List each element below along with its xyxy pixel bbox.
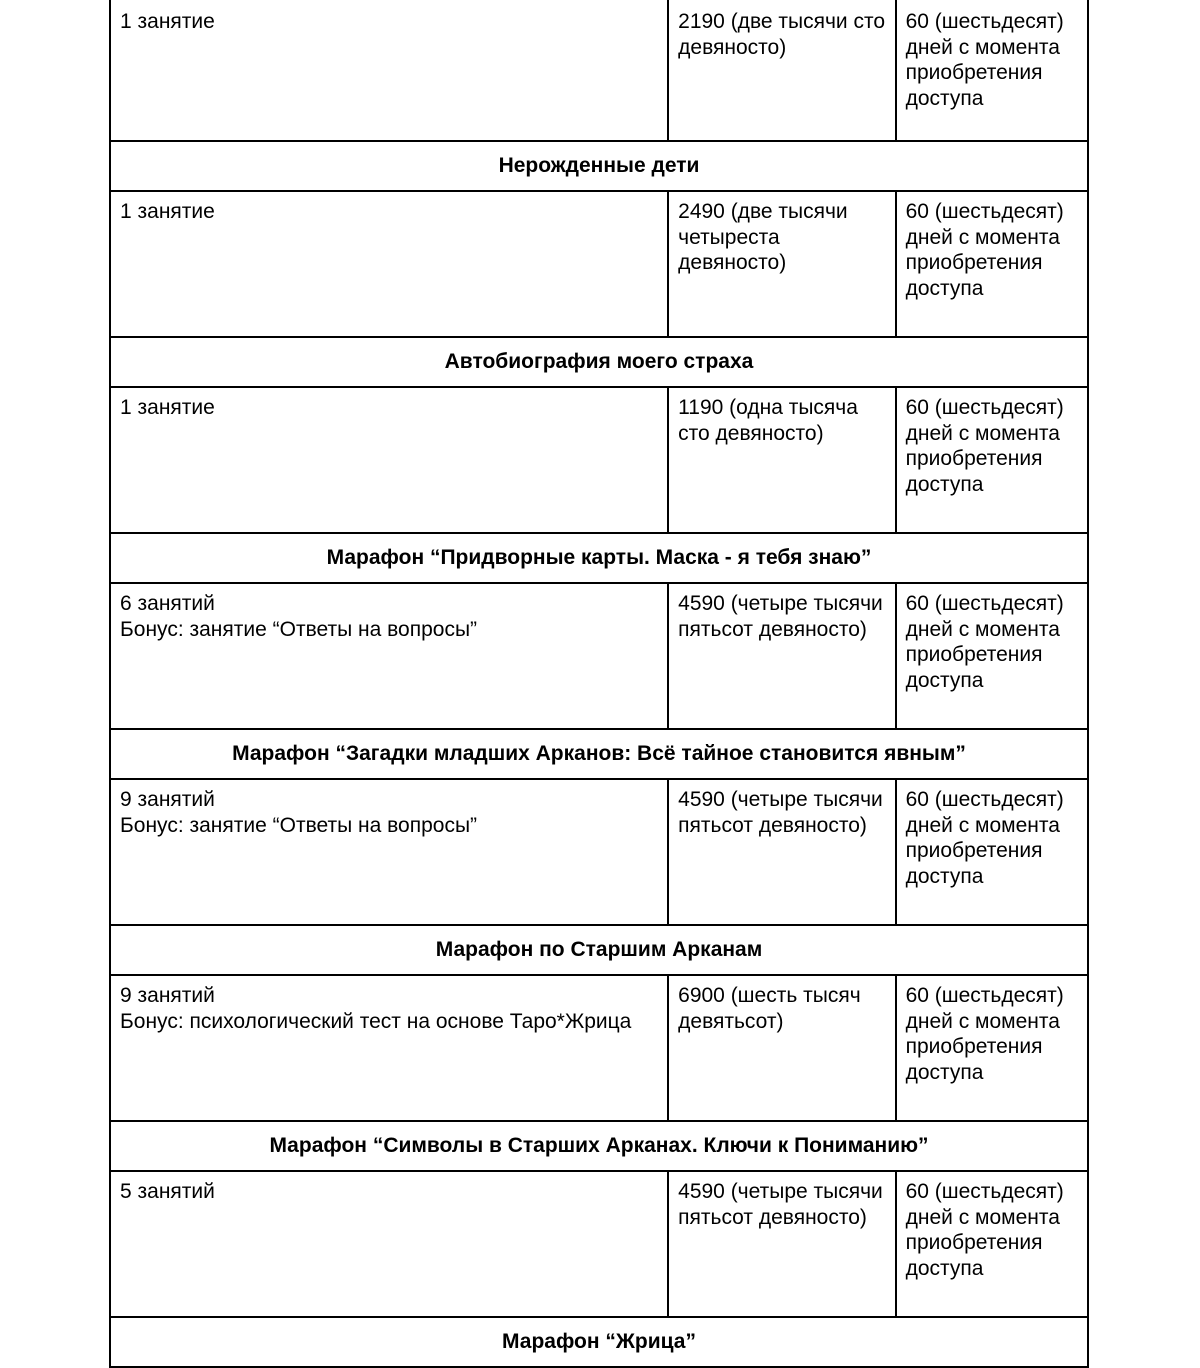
- access-term-cell: 60 (шестьдесят) дней с момента приобретения доступа: [896, 1171, 1088, 1317]
- course-info-row: [110, 191, 1088, 337]
- price-cell: 2490 (две тысячи четыреста девяносто): [668, 191, 895, 337]
- course-title: Нерожденные дети: [110, 141, 1088, 191]
- lessons-count: 1 занятие: [120, 10, 215, 33]
- bonus-text: Бонус: занятие “Ответы на вопросы”: [120, 813, 478, 837]
- course-info-row: [110, 387, 1088, 533]
- lessons-cell: [110, 1171, 668, 1317]
- access-term-cell: 60 (шестьдесят) дней с момента приобретения доступа: [896, 191, 1088, 337]
- price-cell: 6900 (шесть тысяч девятьсот): [668, 975, 895, 1121]
- lessons-count: 1 занятие: [120, 396, 215, 419]
- course-title-row: [110, 1121, 1088, 1171]
- lessons-cell: [110, 975, 668, 1121]
- lessons-cell: [110, 387, 668, 533]
- access-term-cell: 60 (шестьдесят) дней с момента приобретения доступа: [896, 975, 1088, 1121]
- course-title-row: [110, 729, 1088, 779]
- table-body: [110, 0, 1088, 1367]
- lessons-count: 6 занятий: [120, 592, 215, 615]
- lessons-cell: [110, 583, 668, 729]
- course-title: Марафон “Символы в Старших Арканах. Ключи к Пониманию”: [110, 1121, 1088, 1171]
- course-title: Марафон “Придворные карты. Маска - я тебя знаю”: [110, 533, 1088, 583]
- course-title-row: [110, 925, 1088, 975]
- access-term-cell: 60 (шестьдесят) дней с момента приобретения доступа: [896, 0, 1088, 141]
- course-title: Марафон по Старшим Арканам: [110, 925, 1088, 975]
- lessons-cell: [110, 779, 668, 925]
- price-cell: 4590 (четыре тысячи пятьсот девяносто): [668, 583, 895, 729]
- course-info-row: [110, 975, 1088, 1121]
- course-info-row: [110, 583, 1088, 729]
- price-cell: 4590 (четыре тысячи пятьсот девяносто): [668, 779, 895, 925]
- bonus-text: Бонус: психологический тест на основе Таро*Жрица: [120, 1009, 632, 1033]
- price-cell: 1190 (одна тысяча сто девяносто): [668, 387, 895, 533]
- access-term-cell: 60 (шестьдесят) дней с момента приобретения доступа: [896, 583, 1088, 729]
- course-title-row: [110, 1317, 1088, 1367]
- price-cell: 2190 (две тысячи сто девяносто): [668, 0, 895, 141]
- lessons-count: 1 занятие: [120, 200, 215, 223]
- course-title-row: [110, 533, 1088, 583]
- course-info-row: [110, 0, 1088, 141]
- price-table: [109, 0, 1089, 1368]
- access-term-cell: 60 (шестьдесят) дней с момента приобретения доступа: [896, 387, 1088, 533]
- course-title-row: [110, 141, 1088, 191]
- price-cell: 4590 (четыре тысячи пятьсот девяносто): [668, 1171, 895, 1317]
- bonus-text: Бонус: занятие “Ответы на вопросы”: [120, 617, 478, 641]
- lessons-count: 9 занятий: [120, 984, 215, 1007]
- course-title: Марафон “Загадки младших Арканов: Всё тайное становится явным”: [110, 729, 1088, 779]
- course-title-row: [110, 337, 1088, 387]
- course-info-row: [110, 779, 1088, 925]
- lessons-count: 5 занятий: [120, 1180, 215, 1203]
- lessons-cell: [110, 0, 668, 141]
- lessons-count: 9 занятий: [120, 788, 215, 811]
- course-title: Марафон “Жрица”: [110, 1317, 1088, 1367]
- course-title: Автобиография моего страха: [110, 337, 1088, 387]
- access-term-cell: 60 (шестьдесят) дней с момента приобретения доступа: [896, 779, 1088, 925]
- lessons-cell: [110, 191, 668, 337]
- course-info-row: [110, 1171, 1088, 1317]
